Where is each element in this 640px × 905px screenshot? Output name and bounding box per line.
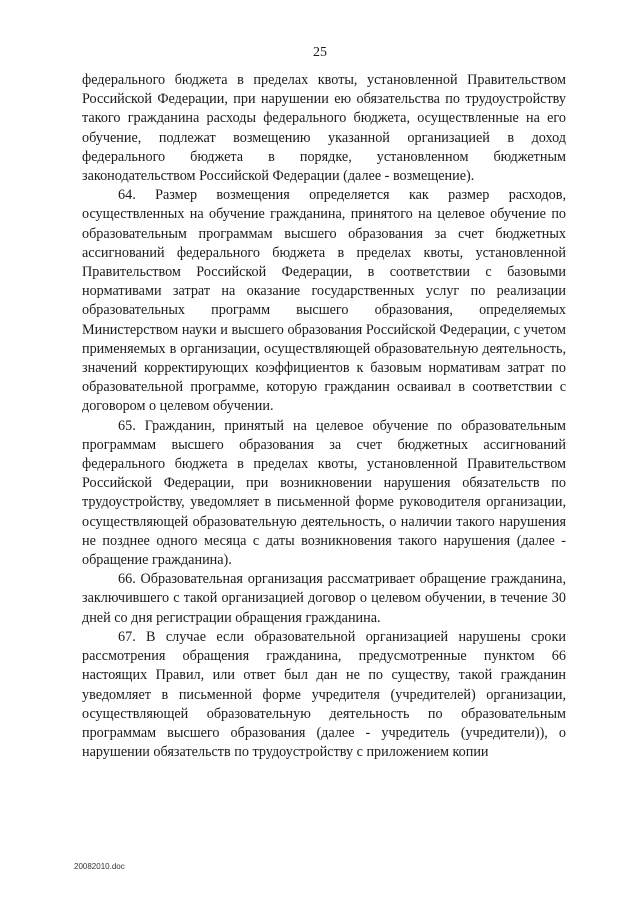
paragraph-65: 65. Гражданин, принятый на целевое обучение по образовательным программам высшего образования за счет бюджетных ассигнований федерального бюджета в пределах квоты, установленной Правительством Российской Федерации, при возникновении нарушения обязательств по трудоустройству, уведомляет в письменной форме руководителя организации, осуществляющей образовательную деятельность, о наличии такого нарушения не позднее одного месяца с даты возникновения такого нарушения (далее - обращение гражданина). bbox=[82, 417, 566, 569]
paragraph-continuation: федерального бюджета в пределах квоты, установленной Правительством Российской Федерации, при нарушении ею обязательства по трудоустройству такого гражданина расходы федерального бюджета, осуществленные на его обучение, подлежат возмещению указанной организацией в доход федерального бюджета в порядке, установленном бюджетным законодательством Российской Федерации (далее - возмещение). bbox=[82, 72, 566, 185]
page-number: 25 bbox=[313, 45, 327, 60]
paragraph-67: 67. В случае если образовательной организацией нарушены сроки рассмотрения обращения гражданина, предусмотренные пунктом 66 настоящих Правил, или ответ был дан не по существу, такой гражданин уведомляет в письменной форме учредителя (учредителей) организации, осуществляющей образовательную деятельность по образовательным программам высшего образования (далее - учредитель (учредители)), о нарушении обязательств по трудоустройству с приложением копии bbox=[82, 628, 566, 761]
paragraph-64: 64. Размер возмещения определяется как размер расходов, осуществленных на обучение гражданина, принятого на целевое обучение по образовательным программам высшего образования за счет бюджетных ассигнований федерального бюджета в пределах квоты, установленной Правительством Российской Федерации, в соответствии с базовыми нормативами затрат на оказание государственных услуг по реализации образовательных программ высшего образования, определяемых Министерством науки и высшего образования Российской Федерации, с учетом применяемых в организации, осуществляющей образовательную деятельность, значений корректирующих коэффициентов к базовым нормативам затрат по образовательной программе, которую гражданин осваивал в соответствии с договором о целевом обучении. bbox=[82, 187, 566, 415]
document-body bbox=[82, 71, 566, 762]
paragraph-66: 66. Образовательная организация рассматривает обращение гражданина, заключившего с такой организацией договор о целевом обучении, в течение 30 дней со дня регистрации обращения гражданина. bbox=[82, 571, 566, 626]
document-filename: 20082010.doc bbox=[74, 862, 125, 871]
